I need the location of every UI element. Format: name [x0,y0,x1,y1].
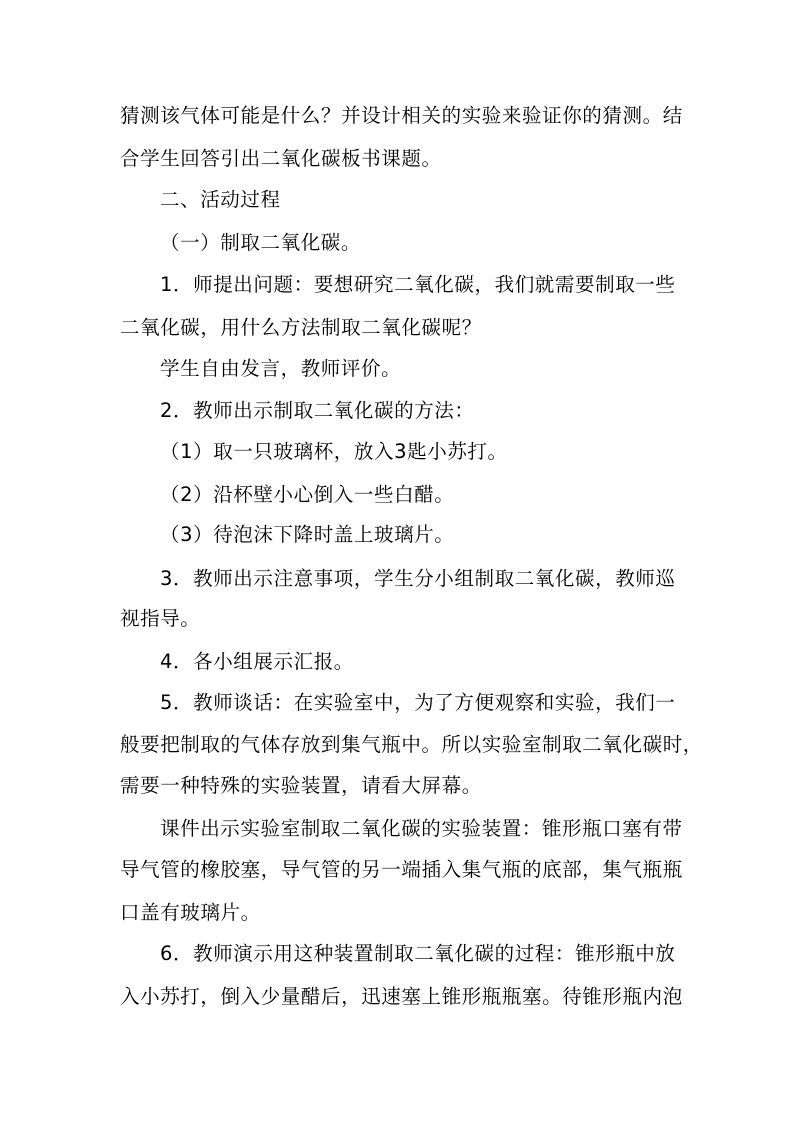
text-line: 口盖有玻璃片。 [120,901,261,924]
text-line: 导气管的橡胶塞，导气管的另一端插入集气瓶的底部，集气瓶瓶 [120,858,683,881]
text-line: 入小苏打，倒入少量醋后，迅速塞上锥形瓶瓶塞。待锥形瓶内泡 [120,985,683,1008]
text-line: 2．教师出示制取二氧化碳的方法： [160,399,475,422]
text-line: 合学生回答引出二氧化碳板书课题。 [120,147,442,170]
text-line: 3．教师出示注意事项，学生分小组制取二氧化碳，教师巡 [160,567,676,590]
text-line: 4．各小组展示汇报。 [160,650,354,673]
text-line: 二氧化碳，用什么方法制取二氧化碳呢？ [120,316,482,339]
list-item: （2）沿杯壁小心倒入一些白醋。 [160,483,455,506]
list-item: （3）待泡沫下降时盖上玻璃片。 [160,523,455,546]
text-line: 需要一种特殊的实验装置，请看大屏幕。 [120,774,482,797]
text-line: 课件出示实验室制取二氧化碳的实验装置：锥形瓶口塞有带 [160,817,683,840]
subsection-heading: （一）制取二氧化碳。 [160,231,362,254]
text-line: 视指导。 [120,607,201,630]
text-line: 学生自由发言，教师评价。 [160,357,402,380]
text-line: 般要把制取的气体存放到集气瓶中。所以实验室制取二氧化碳时， [120,733,703,756]
section-heading: 二、活动过程 [160,188,281,211]
text-line: 猜测该气体可能是什么？并设计相关的实验来验证你的猜测。结 [120,104,683,127]
text-line: 1．师提出问题：要想研究二氧化碳，我们就需要制取一些 [160,273,676,296]
list-item: （1）取一只玻璃杯，放入3匙小苏打。 [160,440,508,463]
text-line: 6．教师演示用这种装置制取二氧化碳的过程：锥形瓶中放 [160,942,676,965]
text-line: 5．教师谈话：在实验室中，为了方便观察和实验，我们一 [160,691,676,714]
